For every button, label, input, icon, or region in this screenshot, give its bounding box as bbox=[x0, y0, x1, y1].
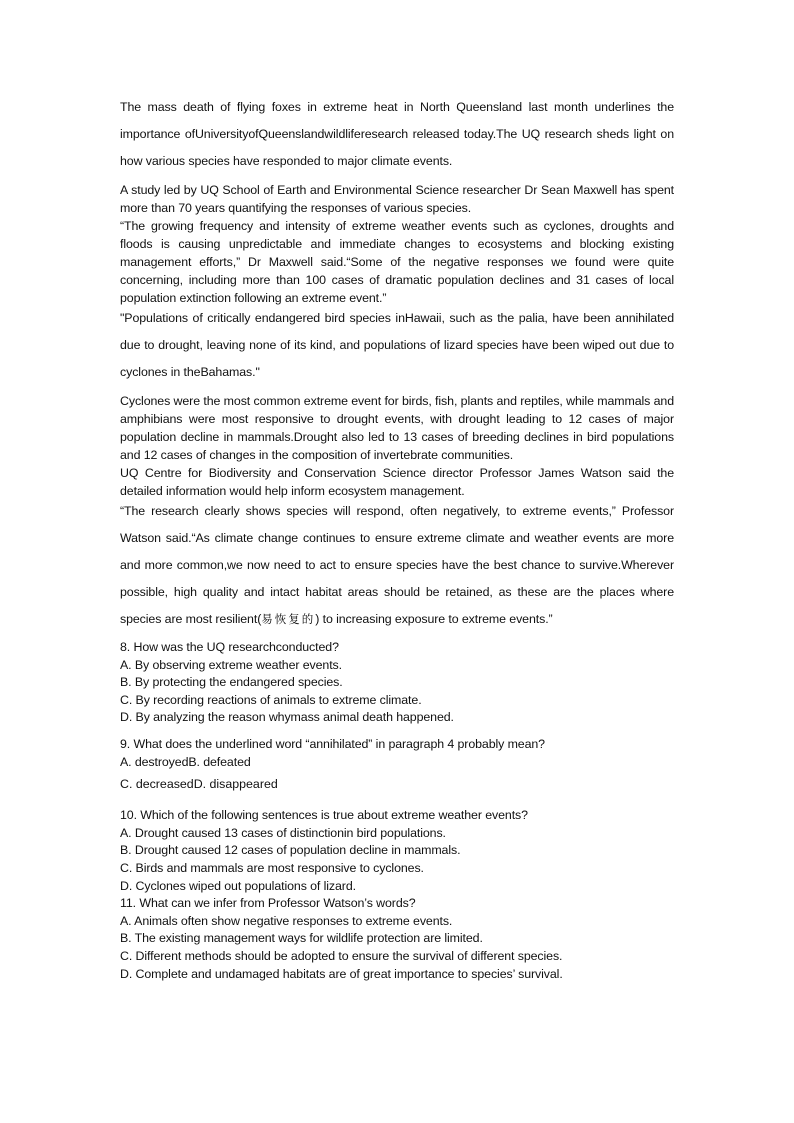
question-11-option-c: C. Different methods should be adopted to ensure the survival of different species. bbox=[120, 948, 563, 963]
question-8-option-d: D. By analyzing the reason whymass animal death happened. bbox=[120, 710, 454, 725]
question-10-option-c: C. Birds and mammals are most responsive to cyclones. bbox=[120, 860, 424, 875]
paragraph-2: A study led by UQ School of Earth and Environmental Science researcher Dr Sean Maxwell has spent more than 70 years quantifying the responses of various species. bbox=[120, 183, 674, 215]
question-9-options-cd: C. decreasedD. disappeared bbox=[120, 777, 278, 792]
question-8-option-b: B. By protecting the endangered species. bbox=[120, 675, 343, 690]
question-11-option-b: B. The existing management ways for wildlife protection are limited. bbox=[120, 931, 483, 946]
question-10-stem: 10. Which of the following sentences is true about extreme weather events? bbox=[120, 808, 528, 823]
paragraph-6: UQ Centre for Biodiversity and Conservation Science director Professor James Watson said the detailed information would help inform ecosystem management. bbox=[120, 466, 674, 498]
chinese-gloss: 易恢复的 bbox=[261, 612, 316, 626]
question-8-stem: 8. How was the UQ researchconducted? bbox=[120, 640, 339, 654]
question-8-option-c: C. By recording reactions of animals to extreme climate. bbox=[120, 692, 422, 707]
paragraph-3: “The growing frequency and intensity of extreme weather events such as cyclones, droughts and floods is causing unpredictable and immediate changes to ecosystems and blocking existing management efforts,” Dr Maxwell said.“Some of the negative responses we found were quite concerning, including more than 100 cases of dramatic population declines and 31 cases of local population extinction following an extreme event.” bbox=[120, 219, 674, 305]
paragraph-1: The mass death of flying foxes in extreme heat in North Queensland last month underlines the importance ofUniversityofQueenslandwildliferesearch released today.The UQ research sheds light on how various species have responded to major climate events. bbox=[120, 100, 674, 168]
question-11-stem: 11. What can we infer from Professor Watson’s words? bbox=[120, 896, 416, 911]
question-10-option-b: B. Drought caused 12 cases of population decline in mammals. bbox=[120, 843, 461, 858]
paragraph-7-end: ) to increasing exposure to extreme events.” bbox=[315, 612, 553, 626]
question-9-stem: 9. What does the underlined word “annihilated” in paragraph 4 probably mean? bbox=[120, 736, 545, 751]
paragraph-7-text: “The research clearly shows species will respond, often negatively, to extreme events,” Professor Watson said.“As climate change continues to ensure extreme climate and weather events are more and more common,we now need to act to ensure species have the best chance to survive.Wherever possible, high quality and intact habitat areas should be retained, as these are the places where species are most resilient( bbox=[120, 504, 674, 626]
question-11 bbox=[120, 895, 674, 983]
question-11-option-a: A. Animals often show negative responses to extreme events. bbox=[120, 913, 453, 928]
paragraph-4: "Populations of critically endangered bird species inHawaii, such as the palia, have been annihilated due to drought, leaving none of its kind, and populations of lizard species have been wiped out due to cyclones in theBahamas." bbox=[120, 311, 674, 379]
question-8-option-a: A. By observing extreme weather events. bbox=[120, 657, 342, 672]
paragraph-5: Cyclones were the most common extreme event for birds, fish, plants and reptiles, while mammals and amphibians were most responsive to drought events, with drought leading to 12 cases of major population decline in mammals.Drought also led to 13 cases of breeding declines in bird populations and 12 cases of changes in the composition of invertebrate communities. bbox=[120, 394, 674, 462]
paragraph-7 bbox=[120, 498, 674, 633]
question-10-option-a: A. Drought caused 13 cases of distinctionin bird populations. bbox=[120, 825, 446, 840]
question-10 bbox=[120, 807, 674, 895]
question-10-option-d: D. Cyclones wiped out populations of lizard. bbox=[120, 878, 356, 893]
question-9 bbox=[120, 736, 674, 797]
question-9-options-ab: A. destroyedB. defeated bbox=[120, 754, 251, 769]
question-8 bbox=[120, 639, 674, 727]
question-11-option-d: D. Complete and undamaged habitats are of great importance to species’ survival. bbox=[120, 966, 563, 981]
document-page bbox=[120, 94, 674, 983]
